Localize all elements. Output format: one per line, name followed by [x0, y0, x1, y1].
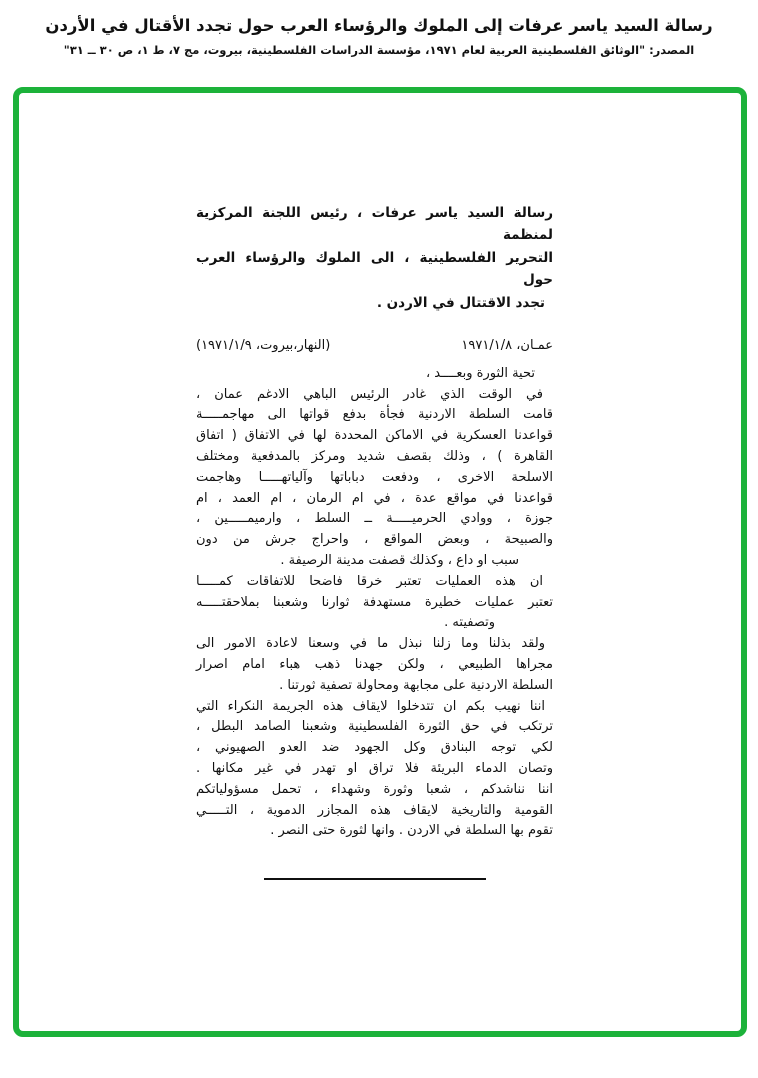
closing-divider-rule — [264, 878, 486, 880]
text-line: قامت السلطة الاردنية فجأة بدفع قواتها الى مهاجمـــــة — [196, 407, 553, 423]
document-source-citation: المصدر: "الوثائق الفلسطينية العربية لعام ١٩٧١، مؤسسة الدراسات الفلسطينية، بيروت، مج ٧، ط ١، ص ٣٠ ــ ٣١" — [63, 43, 695, 57]
letter-paragraphs — [196, 364, 553, 842]
text-line: مجراها الطبيعي ، ولكن جهدنا ذهب هباء امام اصرار — [196, 656, 553, 672]
text-line: تقوم بها السلطة في الاردن . وانها لثورة حتى النصر . — [270, 823, 553, 839]
dateline — [196, 336, 553, 357]
text-line: تحية الثورة وبعــــد ، — [425, 365, 535, 381]
paragraph — [196, 385, 553, 572]
text-line: تعتبر عمليات خطيرة مستهدفة ثوارنا وشعبنا بملاحقتـــــه — [196, 594, 553, 610]
paragraph — [196, 697, 553, 843]
document-title: رسالة السيد ياسر عرفات إلى الملوك والرؤساء العرب حول تجدد الأقتال في الأردن — [45, 16, 713, 35]
dateline-place-date: عمـان، ١٩٧١/١/٨ — [461, 338, 553, 354]
text-line: جوزة ، ووادي الحرميـــــة ــ السلط ، وارميمـــــين ، — [196, 511, 553, 527]
paragraph — [196, 572, 553, 634]
text-line: السلطة الاردنية على مجابهة ومحاولة تصفية ثورتنا . — [279, 677, 553, 693]
text-line: في الوقت الذي غادر الرئيس الباهي الادغم عمان ، — [196, 386, 543, 402]
text-line: رسالة السيد ياسر عرفات ، رئيس اللجنة المركزية لمنظمة — [196, 205, 553, 244]
text-line: والصبيحة ، وبعض المواقع ، واحراج جرش من دون — [196, 532, 553, 548]
text-line: القومية والتاريخية لايقاف هذه المجازر الدموية ، التـــــي — [196, 802, 553, 818]
text-line: ان هذه العمليات تعتبر خرقا فاضحا للاتفاقات كمـــــا — [196, 573, 543, 589]
text-line: التحرير الفلسطينية ، الى الملوك والرؤساء العرب حول — [196, 249, 553, 289]
text-line: ترتكب في حق الثورة الفلسطينية وشعبنا الصامد البطل ، — [196, 719, 553, 735]
text-line: الاسلحة الاخرى ، ودفعت دباباتها وآلياتهـــــا وهاجمت — [196, 469, 553, 485]
paragraph — [196, 364, 553, 385]
dateline-newspaper-ref: (النهار،بيروت، ١٩٧١/١/٩) — [196, 338, 331, 354]
letter-body — [196, 202, 553, 880]
text-line: سبب او داع ، وكذلك قصفت مدينة الرصيفة . — [280, 553, 519, 568]
text-line: لكي توجه البنادق وكل الجهود ضد العدو الصهيوني ، — [196, 740, 553, 756]
text-line: قواعدنا في مواقع عدة ، في ام الرمان ، ام العمد ، ام — [196, 490, 553, 506]
page-header — [0, 0, 758, 57]
text-line: تجدد الاقتتال في الاردن . — [376, 294, 545, 311]
text-line: اننا نناشدكم ، شعبا وثورة وشهداء ، تحمل مسؤولياتكم — [196, 781, 553, 797]
text-line: قواعدنا العسكرية في الاماكن المحددة لها في الاتفاق ( اتفاق — [196, 428, 553, 444]
text-line: ولقد بذلنا وما زلنا نبذل ما في وسعنا لاعادة الامور الى — [196, 636, 545, 652]
text-line: القاهرة ) ، وذلك بقصف شديد ومركز بالمدفعية ومختلف — [196, 449, 553, 465]
text-line: اننا نهيب بكم ان تتدخلوا لايقاف هذه الجريمة النكراء التي — [196, 698, 545, 714]
letter-heading — [196, 202, 553, 314]
text-line: وتصفيته . — [444, 615, 495, 631]
paragraph — [196, 634, 553, 696]
text-line: وتصان الدماء البريئة فلا تراق او تهدر في غير مكانها . — [196, 760, 553, 776]
